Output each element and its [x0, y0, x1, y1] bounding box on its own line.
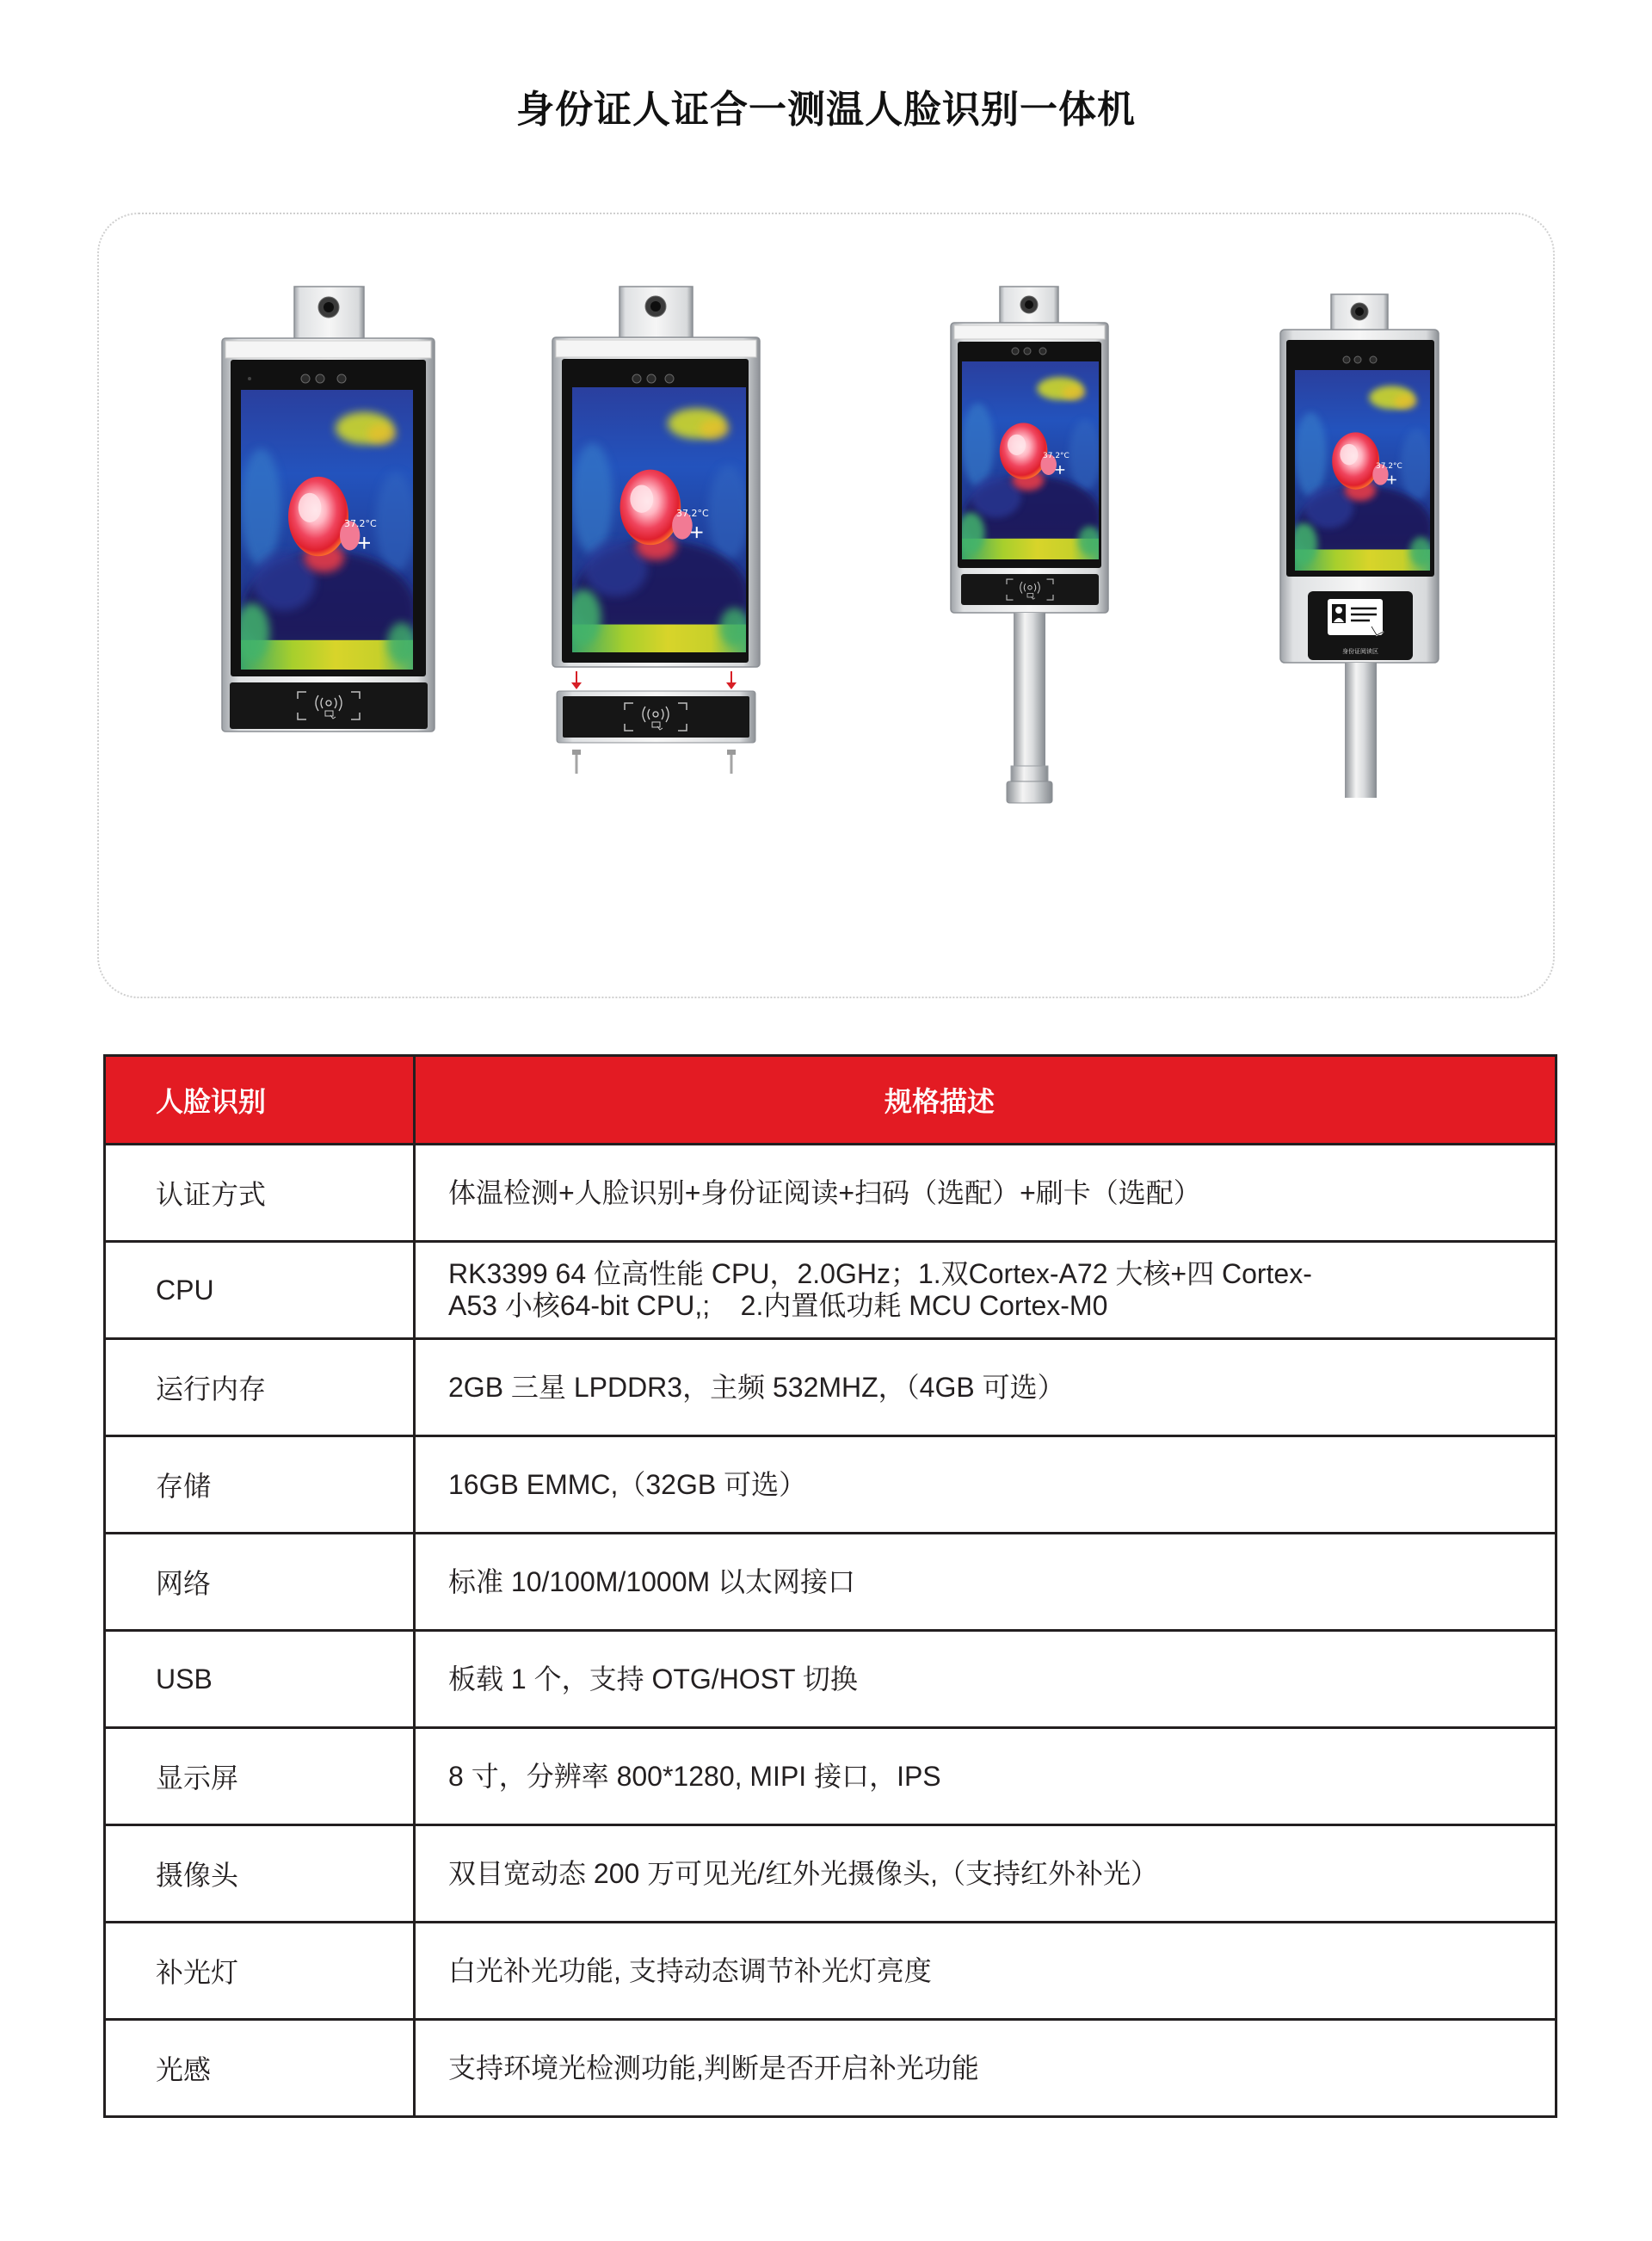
sensor-dot [1370, 356, 1377, 363]
spec-value-line: 2GB 三星 LPDDR3，主频 532MHZ，（4GB 可选） [448, 1371, 1065, 1403]
spec-label: 存储 [105, 1436, 415, 1534]
spec-label: USB [105, 1631, 415, 1728]
spec-table [103, 1054, 1557, 2118]
spec-value [415, 1631, 1556, 1728]
table-row [105, 1631, 1556, 1728]
table-row [105, 1436, 1556, 1534]
spec-value [415, 2020, 1556, 2117]
id-card-icon [1328, 599, 1384, 635]
spec-value-line: RK3399 64 位高性能 CPU，2.0GHz；1.双Cortex-A72 大核+四 Cortex- [448, 1258, 1312, 1289]
camera-lens-center [1025, 300, 1033, 309]
pole-base [1007, 781, 1052, 803]
spec-value-line: 白光补光功能, 支持动态调节补光灯亮度 [448, 1954, 932, 1986]
spec-label: 运行内存 [105, 1339, 415, 1436]
spec-value [415, 1923, 1556, 2020]
spec-value-line: 标准 10/100M/1000M 以太网接口 [448, 1565, 856, 1597]
spec-value [415, 1339, 1556, 1436]
header-spec-description: 规格描述 [415, 1056, 1556, 1145]
frame-top-strip [225, 341, 431, 358]
spec-value [415, 1825, 1556, 1923]
pole-collar [1011, 766, 1048, 783]
spec-label: 认证方式 [105, 1145, 415, 1242]
spec-label: CPU [105, 1242, 415, 1339]
table-row [105, 1145, 1556, 1242]
frame-top-strip [954, 325, 1105, 339]
spec-table-header-row [105, 1056, 1556, 1145]
device-wall-mount [222, 287, 435, 732]
device-pole-mount-id-reader [1280, 294, 1439, 798]
table-row [105, 1242, 1556, 1339]
table-row [105, 1728, 1556, 1825]
frame-top-strip [556, 340, 756, 357]
spec-label: 摄像头 [105, 1825, 415, 1923]
id-card-reader-label: 身份证阅读区 [1342, 648, 1378, 655]
spec-value-line: 支持环境光检测功能,判断是否开启补光功能 [448, 2052, 979, 2084]
thermal-screen [1291, 370, 1433, 571]
table-row [105, 1825, 1556, 1923]
camera-lens-center [1355, 307, 1364, 316]
device-pole-mount [951, 287, 1108, 803]
sensor-dot [632, 374, 641, 383]
sensor-dot [665, 374, 674, 383]
temperature-readout: 37.2°C [344, 518, 377, 529]
screw-right [727, 750, 736, 774]
sensor-dot [1354, 356, 1361, 363]
sensor-dot [1343, 356, 1350, 363]
spec-value-line: 板载 1 个，支持 OTG/HOST 切换 [448, 1663, 858, 1695]
spec-value-line: 16GB EMMC,（32GB 可选） [448, 1468, 807, 1500]
spec-value-line: A53 小核64-bit CPU,; 2.内置低功耗 MCU Cortex-M0 [448, 1290, 1108, 1321]
mounting-arrow-right [726, 671, 737, 689]
screw-left [572, 750, 581, 774]
temperature-readout: 37.2°C [676, 508, 709, 519]
camera-lens-center [650, 301, 661, 312]
header-feature: 人脸识别 [105, 1056, 415, 1145]
thermal-screen [958, 361, 1101, 559]
product-gallery-illustration [97, 213, 1555, 998]
table-row [105, 1534, 1556, 1631]
spec-value-line: 双目宽动态 200 万可见光/红外光摄像头,（支持红外补光） [448, 1857, 1158, 1889]
sensor-dot [337, 374, 346, 383]
spec-label: 网络 [105, 1534, 415, 1631]
thermal-screen [235, 390, 416, 670]
mounting-arrow-left [571, 671, 582, 689]
page-title: 身份证人证合一测温人脸识别一体机 [516, 89, 1136, 131]
spec-value [415, 1728, 1556, 1825]
spec-label: 补光灯 [105, 1923, 415, 2020]
camera-lens-center [324, 302, 334, 312]
sensor-dot [647, 374, 656, 383]
temperature-readout: 37.2°C [1043, 452, 1069, 460]
support-pole [1014, 613, 1045, 768]
sensor-dot [316, 374, 324, 383]
spec-value [415, 1436, 1556, 1534]
sensor-dot [1039, 348, 1046, 355]
spec-label: 显示屏 [105, 1728, 415, 1825]
temperature-readout: 37.2°C [1376, 462, 1402, 471]
sensor-dot [1024, 348, 1031, 355]
sensor-dot [248, 377, 251, 380]
spec-value [415, 1242, 1556, 1339]
spec-value [415, 1145, 1556, 1242]
table-row [105, 1923, 1556, 2020]
spec-value [415, 1534, 1556, 1631]
spec-value-line: 体温检测+人脸识别+身份证阅读+扫码（选配）+刷卡（选配） [448, 1176, 1201, 1208]
spec-value-line: 8 寸，分辨率 800*1280, MIPI 接口，IPS [448, 1760, 941, 1792]
table-row [105, 2020, 1556, 2117]
support-pole [1345, 663, 1377, 798]
table-row [105, 1339, 1556, 1436]
sensor-dot [301, 374, 310, 383]
thermal-screen [566, 387, 749, 652]
device-split-module [552, 287, 760, 774]
spec-label: 光感 [105, 2020, 415, 2117]
sensor-dot [1012, 348, 1019, 355]
